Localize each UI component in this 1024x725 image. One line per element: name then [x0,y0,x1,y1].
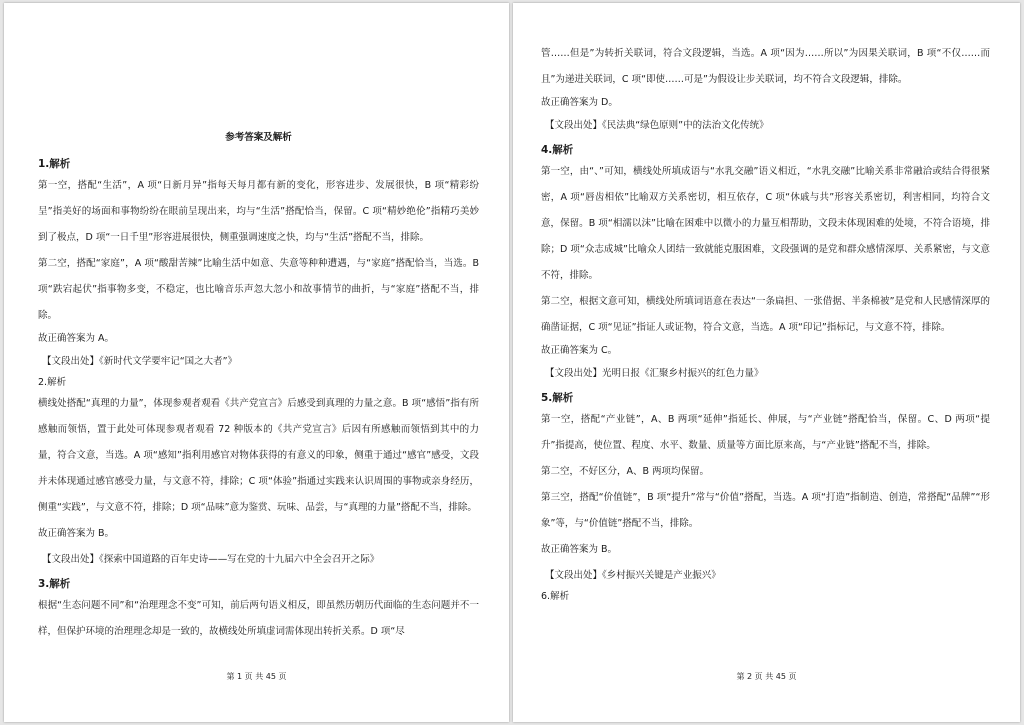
explanation-paragraph: 第三空，搭配“价值链”，B 项“提升”常与“价值”搭配，当选。A 项“打造”指制造、创造，常搭配“品牌”“形象”等，与“价值链”搭配不当，排除。 [541,492,990,529]
explanation-paragraph: 第一空，搭配“生活”，A 项“日新月异”指每天每月都有新的变化，形容进步、发展很快，B 项“精彩纷呈”指美好的场面和事物纷纷在眼前呈现出来，均与“生活”搭配恰当，保留。C 项“精妙绝伦”指精巧美妙到了极点，D 项“一日千里”形容进展很快，侧重强调速度之快，均与“生活”搭配不当，排除。 [38,180,479,243]
document-page-2 [513,3,1020,722]
answer-heading-1: 1.解析 [38,158,71,170]
answer-heading-5: 5.解析 [541,392,574,404]
explanation-paragraph: 管……但是”为转折关联词，符合文段逻辑，当选。A 项“因为……所以”为因果关联词，B 项“不仅……而且”为递进关联词，C 项“即使……可是”为假设让步关联词，均不符合文段逻辑，排除。 [541,48,990,85]
source-citation: 【文段出处】《新时代文学要牢记“国之大者”》 [42,356,238,367]
explanation-paragraph: 第二空，搭配“家庭”，A 项“酸甜苦辣”比喻生活中如意、失意等种种遭遇，与“家庭”搭配恰当，当选。B 项“跌宕起伏”指事物多变，不稳定，也比喻音乐声忽大忽小和故事情节的曲折，与“家庭”搭配不当，排除。 [38,258,479,321]
page-1-content [4,3,509,645]
answer-heading-2: 2.解析 [38,377,67,388]
answer-heading-6: 6.解析 [541,591,570,602]
source-citation: 【文段出处】《乡村振兴关键是产业振兴》 [545,570,721,581]
correct-answer: 故正确答案为 B。 [38,528,115,539]
answer-heading-3: 3.解析 [38,578,71,590]
page-footer: 第 2 页 共 45 页 [736,672,797,681]
page-footer: 第 1 页 共 45 页 [226,672,287,681]
explanation-paragraph: 根据“生态问题不同”和“治理理念不变”可知，前后两句语义相反，即虽然历朝历代面临的生态问题并不一样，但保护环境的治理理念却是一致的，故横线处所填虚词需体现出转折关系。D 项“尽 [38,600,479,637]
document-title: 参考答案及解析 [225,132,292,143]
page-2-content [513,3,1020,605]
explanation-paragraph: 第二空，根据文意可知，横线处所填词语意在表达“一条扁担、一张借据、半条棉被”是党和人民感情深厚的确凿证据，C 项“见证”指证人或证物，符合文意，当选。A 项“印记”指标记，与文意不符，排除。 [541,296,990,333]
answer-heading-4: 4.解析 [541,144,574,156]
source-citation: 【文段出处】《探索中国道路的百年史诗——写在党的十九届六中全会召开之际》 [42,554,380,565]
correct-answer: 故正确答案为 D。 [541,97,618,108]
source-citation: 【文段出处】光明日报《汇聚乡村振兴的红色力量》 [545,368,764,379]
correct-answer: 故正确答案为 B。 [541,544,618,555]
document-page-1 [4,3,509,722]
correct-answer: 故正确答案为 C。 [541,345,618,356]
explanation-paragraph: 横线处搭配“真理的力量”，体现参观者观看《共产党宣言》后感受到真理的力量之意。B 项“感悟”指有所感触而领悟，置于此处可体现参观者观看 72 种版本的《共产党宣言》后因有所感触而领悟到其中的力量，符合文意，当选。A 项“感知”指利用感官对物体获得的有意义的印象，侧重于通过“感官”感受，文段并未体现通过感官感受力量，与文意不符，排除；C 项“体验”指通过实践来认识周围的事物或亲身经历，侧重“实践”，与文意不符，排除；D 项“品味”意为鉴赏、玩味、品尝，与“真理的力量”搭配不当，排除。 [38,398,479,513]
correct-answer: 故正确答案为 A。 [38,333,115,344]
source-citation: 【文段出处】《民法典“绿色原则”中的法治文化传统》 [545,120,769,131]
explanation-paragraph: 第二空，不好区分，A、B 两项均保留。 [541,466,710,477]
explanation-paragraph: 第一空，搭配“产业链”，A、B 两项“延伸”指延长、伸展，与“产业链”搭配恰当，保留。C、D 两项“提升”指提高，使位置、程度、水平、数量、质量等方面比原来高，与“产业链”搭配不当，排除。 [541,414,990,451]
explanation-paragraph: 第一空，由“、”可知，横线处所填成语与“水乳交融”语义相近，“水乳交融”比喻关系非常融洽或结合得很紧密，A 项“唇齿相依”比喻双方关系密切，相互依存，C 项“休戚与共”形容关系密切，利害相同，均符合文意，保留。B 项“相濡以沫”比喻在困难中以微小的力量互相帮助，文段未体现困难的处境，不符合语境，排除；D 项“众志成城”比喻众人团结一致就能克服困难，文段强调的是党和群众感情深厚、关系紧密，与文意不符，排除。 [541,166,990,281]
